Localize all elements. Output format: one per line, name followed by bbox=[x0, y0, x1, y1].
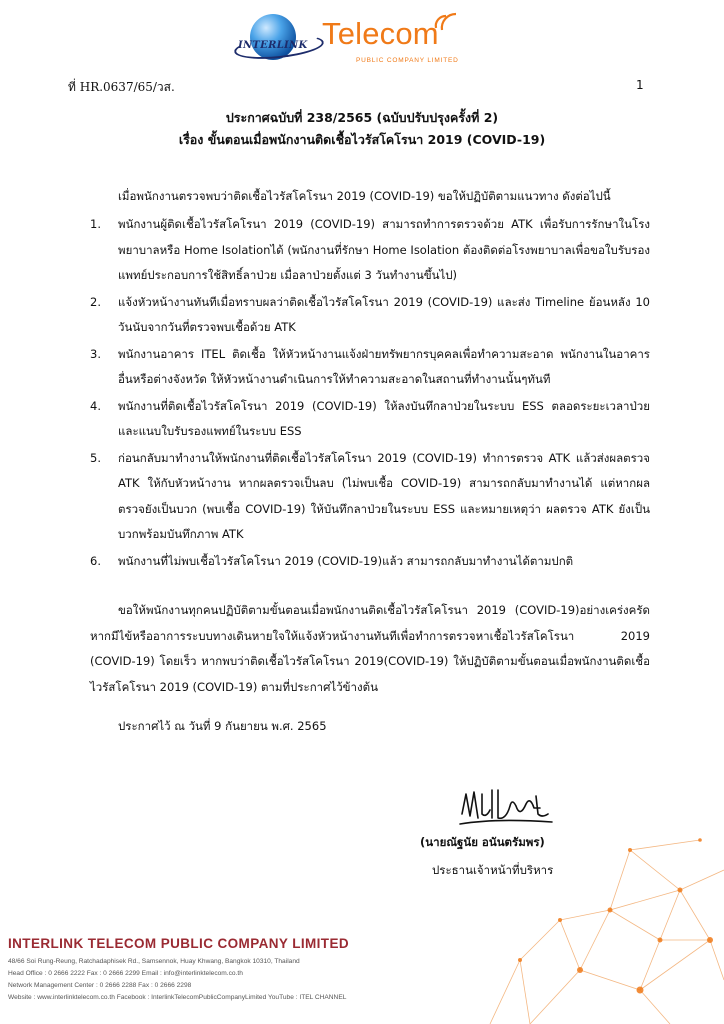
procedure-list bbox=[90, 212, 650, 575]
footer-website: Website : www.interlinktelecom.co.th Facebook : InterlinkTelecomPublicCompanyLimited YouTube : ITEL CHANNEL bbox=[8, 994, 347, 1001]
footer-company-name: INTERLINK TELECOM PUBLIC COMPANY LIMITED bbox=[8, 936, 349, 951]
list-item-number: 1. bbox=[90, 217, 101, 231]
signal-waves-icon bbox=[432, 10, 462, 32]
closing-paragraph: ขอให้พนักงานทุกคนปฏิบัติตามขั้นตอนเมื่อพนักงานติดเชื้อไวรัสโคโรนา 2019 (COVID-19)อย่างเคร่งครัด หากมีไข้หรืออาการระบบทางเดินหายใจให้แจ้งหัวหน้างานทันทีเพื่อทำการตรวจหาเชื้อไวรัสโคโรนา 2019 (COVID-19) โดยเร็ว หากพบว่าติดเชื้อไวรัสโคโรนา 2019(COVID-19) ให้ปฏิบัติตามขั้นตอนเมื่อพนักงานติดเชื้อไวรัสโคโรนา 2019 (COVID-19) ตามที่ประกาศไว้ข้างต้น bbox=[90, 603, 650, 694]
list-item-text: พนักงานที่ติดเชื้อไวรัสโคโรนา 2019 (COVID-19) ให้ลงบันทึกลาป่วยในระบบ ESS ตลอดระยะเวลาป่วยและแนบใบรับรองแพทย์ในระบบ ESS bbox=[118, 398, 650, 438]
page-number: 1 bbox=[636, 78, 644, 92]
company-logo bbox=[232, 10, 472, 70]
list-item-number: 6. bbox=[90, 553, 101, 568]
list-item-number: 2. bbox=[90, 294, 101, 309]
footer-address: 48/66 Soi Rung-Reung, Ratchadaphisek Rd., Samsennok, Huay Khwang, Bangkok 10310, Thailand bbox=[8, 958, 300, 965]
list-item bbox=[90, 290, 650, 341]
network-pattern-icon bbox=[410, 830, 724, 1024]
list-item bbox=[90, 549, 650, 575]
logo-tagline: PUBLIC COMPANY LIMITED bbox=[356, 57, 459, 64]
signer-position: ประธานเจ้าหน้าที่บริหาร bbox=[432, 863, 554, 877]
signer-name: (นายณัฐนัย อนันตรัมพร) bbox=[420, 835, 545, 849]
handwritten-signature bbox=[456, 784, 556, 828]
list-item-text: พนักงานอาคาร ITEL ติดเชื้อ ให้หัวหน้างานแจ้งฝ่ายทรัพยากรบุคคลเพื่อทำความสะอาด พนักงานในอาคารอื่นหรือต่างจังหวัด ให้หัวหน้างานดำเนินการให้ทำความสะอาดในสถานที่ทำงานนั้นๆทันที bbox=[118, 346, 650, 386]
intro-text: เมื่อพนักงานตรวจพบว่าติดเชื้อไวรัสโคโรนา 2019 (COVID-19) ขอให้ปฏิบัติตามแนวทาง ดังต่อไปนี้ bbox=[118, 189, 611, 203]
list-item-number: 5. bbox=[90, 450, 101, 465]
document-reference: ที่ HR.0637/65/วส. bbox=[68, 80, 175, 94]
announcement-subject: เรื่อง ขั้นตอนเมื่อพนักงานติดเชื้อไวรัสโคโรนา 2019 (COVID-19) bbox=[178, 132, 546, 147]
list-item bbox=[90, 394, 650, 445]
logo-brand-text: INTERLINK bbox=[238, 40, 308, 51]
list-item-text: ก่อนกลับมาทำงานให้พนักงานที่ติดเชื้อไวรัสโคโรนา 2019 (COVID-19) ทำการตรวจ ATK แล้วส่งผลตรวจ ATK ให้กับหัวหน้างาน หากผลตรวจเป็นลบ (ไม่พบเชื้อ COVID-19) สามารถกลับมาทำงานได้ แต่หากผลตรวจยังเป็นบวก (พบเชื้อ COVID-19) ให้บันทึกลาป่วยในระบบ ESS และหมายเหตุว่า ผลตรวจ ATK ยังเป็นบวกพร้อมบันทึกภาพ ATK bbox=[118, 450, 650, 541]
list-item-number: 3. bbox=[90, 346, 101, 361]
footer-head-office: Head Office : 0 2666 2222 Fax : 0 2666 2299 Email : info@interlinktelecom.co.th bbox=[8, 970, 243, 977]
footer-network-center: Network Management Center : 0 2666 2288 Fax : 0 2666 2298 bbox=[8, 982, 192, 989]
list-item-text: พนักงานที่ไม่พบเชื้อไวรัสโคโรนา 2019 (COVID-19)แล้ว สามารถกลับมาทำงานได้ตามปกติ bbox=[118, 553, 574, 568]
list-item bbox=[90, 446, 650, 548]
announcement-title: ประกาศฉบับที่ 238/2565 (ฉบับปรับปรุงครั้งที่ 2) bbox=[225, 110, 499, 125]
list-item-number: 4. bbox=[90, 398, 101, 413]
list-item bbox=[90, 342, 650, 393]
announcement-date: ประกาศไว้ ณ วันที่ 9 กันยายน พ.ศ. 2565 bbox=[118, 719, 327, 733]
company-footer bbox=[8, 936, 428, 1004]
list-item bbox=[90, 212, 650, 289]
logo-name-text: Telecom bbox=[322, 16, 439, 51]
list-item-text: แจ้งหัวหน้างานทันทีเมื่อทราบผลว่าติดเชื้อไวรัสโคโรนา 2019 (COVID-19) และส่ง Timeline ย้อนหลัง 10 วันนับจากวันที่ตรวจพบเชื้อด้วย ATK bbox=[118, 294, 650, 334]
list-item-text: พนักงานผู้ติดเชื้อไวรัสโคโรนา 2019 (COVID-19) สามารถทำการตรวจด้วย ATK เพื่อรับการรักษาในโรงพยาบาลหรือ Home Isolationได้ (พนักงานที่รักษา Home Isolation ต้องติดต่อโรงพยาบาลเพื่อขอใบรับรองแพทย์ประกอบการใช้สิทธิ์ลาป่วย เมื่อลาป่วยตั้งแต่ 3 วันทำงานขึ้นไป) bbox=[118, 217, 650, 282]
